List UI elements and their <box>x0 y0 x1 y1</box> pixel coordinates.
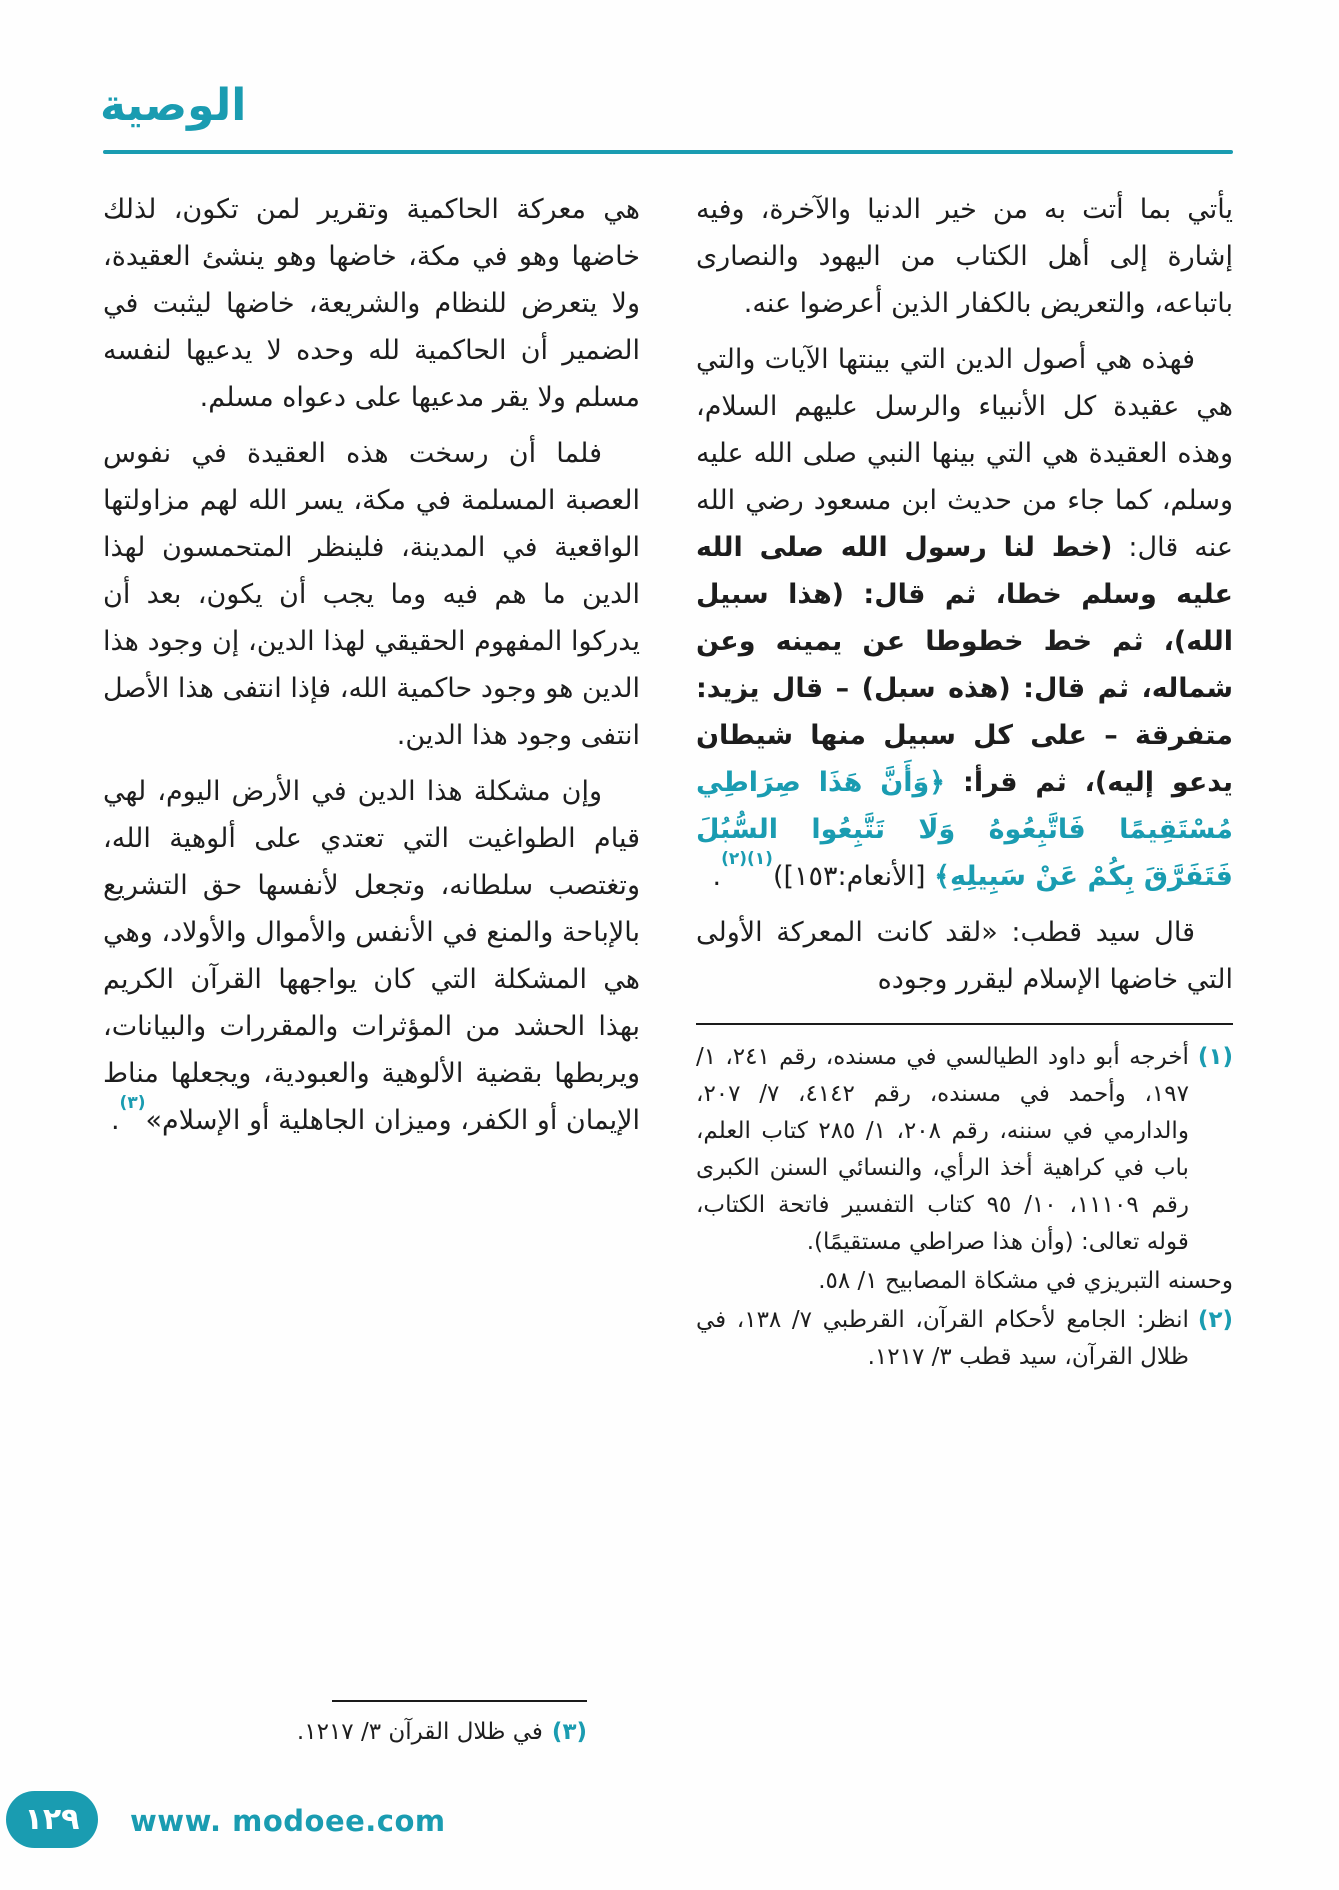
footnote-mark-3: (٣) <box>119 1093 146 1113</box>
footnote-marks: (١)(٢) <box>721 849 773 869</box>
footnote-1-extra: وحسنه التبريزي في مشكاة المصابيح ١/ ٥٨. <box>818 1268 1233 1294</box>
page-number: ١٢٩ <box>24 1802 80 1837</box>
paragraph-intro: يأتي بما أتت به من خير الدنيا والآخرة، وفيه إشارة إلى أهل الكتاب من اليهود والنصارى باتباعه، والتعريض بالكفار الذين أعرضوا عنه. <box>696 194 1233 319</box>
footnote-3-number: (٣) <box>551 1719 587 1745</box>
footnote-1-number: (١) <box>1197 1044 1233 1070</box>
text-columns <box>103 186 1233 1378</box>
website-url: www. modoee.com <box>130 1804 446 1838</box>
header-rule <box>103 150 1233 154</box>
paragraph-hadith <box>696 336 1233 900</box>
footnote-left-column <box>105 1700 587 1753</box>
footnote-2 <box>696 1302 1233 1376</box>
footnote-1 <box>696 1039 1233 1261</box>
page-header-title: الوصية <box>100 80 247 131</box>
footnote-3 <box>105 1714 587 1751</box>
quran-verse: ﴿وَأَنَّ هَذَا صِرَاطِي مُسْتَقِيمًا فَاتَّبِعُوهُ وَلَا تَتَّبِعُوا السُّبُلَ فَتَفَرَّقَ بِكُمْ عَنْ سَبِيلِهِ﴾ <box>696 767 1233 892</box>
hadith-text: (خط لنا رسول الله صلى الله عليه وسلم خطا، ثم قال: (هذا سبيل الله)، ثم خط خطوطا عن يمينه وعن شماله، ثم قال: (هذه سبل) – قال يزيد: متفرقة – على كل سبيل منها شيطان يدعو إليه)، ثم قرأ: <box>696 532 1233 798</box>
footnote-2-text: انظر: الجامع لأحكام القرآن، القرطبي ٧/ ١٣٨، في ظلال القرآن، سيد قطب ٣/ ١٢١٧. <box>696 1307 1189 1370</box>
paragraph-with-footnote <box>103 768 640 1144</box>
footnote-separator-right <box>696 1023 1233 1025</box>
footnote-3-text: في ظلال القرآن ٣/ ١٢١٧. <box>296 1719 543 1745</box>
sentence-period: . <box>712 861 722 892</box>
footnote-1-text: أخرجه أبو داود الطيالسي في مسنده، رقم ٢٤١، ١/ ١٩٧، وأحمد في مسنده، رقم ٤١٤٢، ٧/ ٢٠٧، والدارمي في سننه، رقم ٢٠٨، ١/ ٢٨٥ كتاب العلم، باب في كراهية أخذ الرأي، والنسائي السنن الكبرى رقم ١١١٠٩، ١٠/ ٩٥ كتاب التفسير فاتحة الكتاب، قوله تعالى: (وأن هذا صراطي مستقيمًا). <box>696 1044 1189 1255</box>
paragraph-continuation: هي معركة الحاكمية وتقرير لمن تكون، لذلك خاضها وهو في مكة، خاضها وهو ينشئ العقيدة، ولا يتعرض للنظام والشريعة، خاضها ليثبت في الضمير أن الحاكمية لله وحده لا يدعيها لنفسه مسلم ولا يقر مدعيها على دعواه مسلم. <box>103 194 640 413</box>
sentence-period: . <box>110 1105 120 1136</box>
footnote-2-number: (٢) <box>1197 1307 1233 1333</box>
paragraph: فلما أن رسخت هذه العقيدة في نفوس العصبة المسلمة في مكة، يسر الله لهم مزاولتها الواقعية في المدينة، فلينظر المتحمسون لهذا الدين ما هم فيه وما يجب أن يكون، بعد أن يدركوا المفهوم الحقيقي لهذا الدين، إن وجود هذا الدين هو وجود حاكمية الله، فإذا انتفى هذا الأصل انتفى وجود هذا الدين. <box>103 438 640 751</box>
footnote-separator-left <box>332 1700 587 1702</box>
column-left <box>103 186 640 1378</box>
page-number-badge <box>6 1791 98 1848</box>
footnotes-right <box>696 1039 1233 1376</box>
paragraph-text: وإن مشكلة هذا الدين في الأرض اليوم، لهي قيام الطواغيت التي تعتدي على ألوهية الله، وتغتصب سلطانه، وتجعل لأنفسها حق التشريع بالإباحة والمنع في الأنفس والأموال والأولاد، وهي هي المشكلة التي كان يواجهها القرآن الكريم بهذا الحشد من المؤثرات والمقررات والبيانات، ويربطها بقضية الألوهية والعبودية، ويجعلها مناط الإيمان أو الكفر، وميزان الجاهلية أو الإسلام» <box>103 776 640 1136</box>
column-right <box>696 186 1233 1378</box>
verse-reference: [الأنعام:١٥٣]) <box>772 861 935 892</box>
paragraph-qutb-quote: قال سيد قطب: «لقد كانت المعركة الأولى التي خاضها الإسلام ليقرر وجوده <box>696 917 1233 995</box>
paragraph-text: فهذه هي أصول الدين التي بينتها الآيات والتي هي عقيدة كل الأنبياء والرسل عليهم السلام، وهذه العقيدة هي التي بينها النبي صلى الله عليه وسلم، كما جاء من حديث ابن مسعود رضي الله عنه قال: <box>696 344 1233 563</box>
